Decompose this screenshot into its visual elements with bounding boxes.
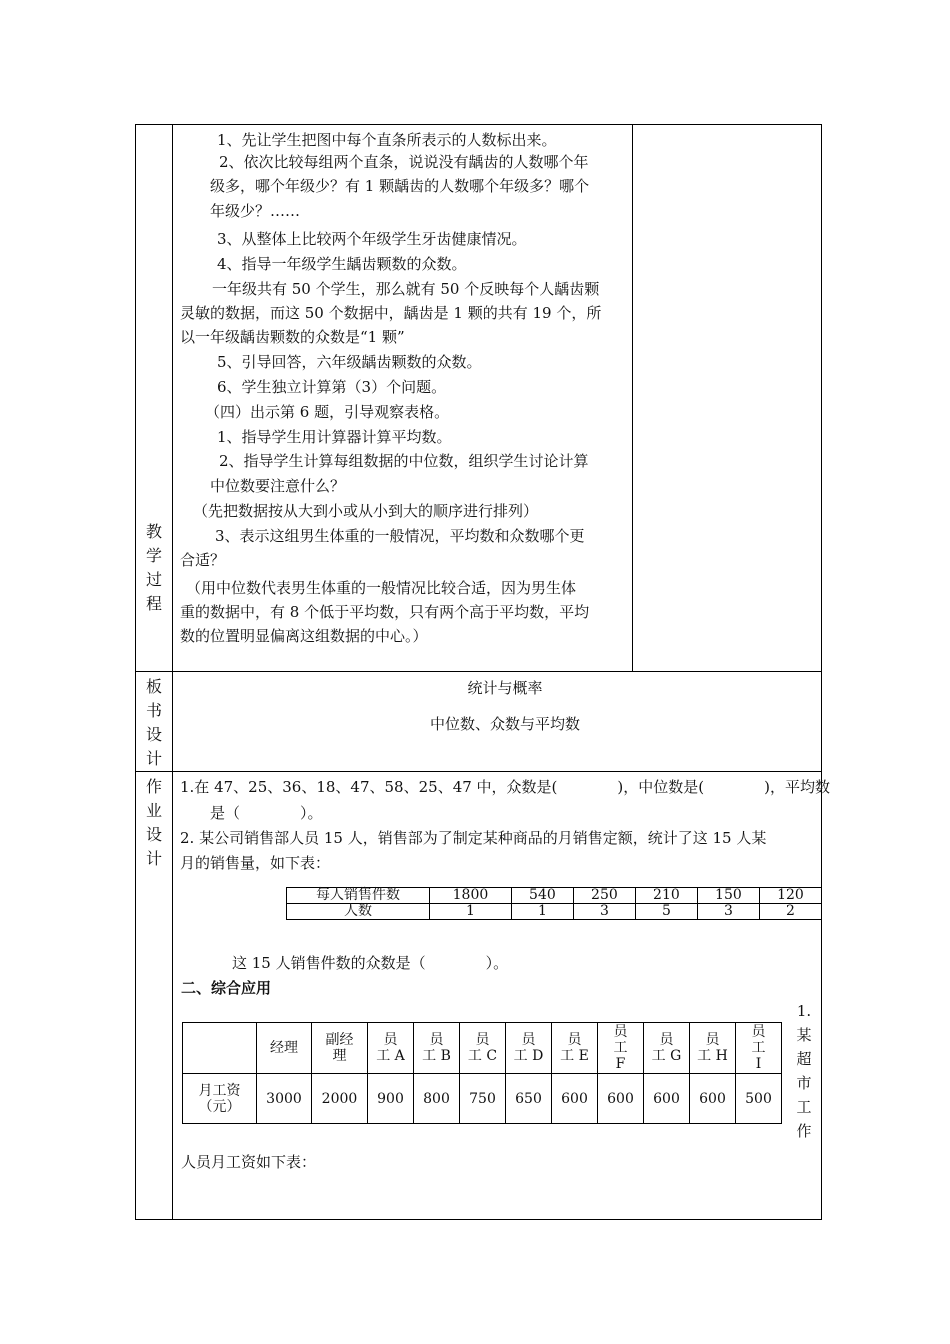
- process-line: 中位数要注意什么？: [210, 477, 346, 495]
- board-subtitle: 中位数、众数与平均数: [429, 715, 580, 733]
- salary-cell: 750: [460, 1074, 506, 1124]
- outer-top-border: [135, 124, 822, 125]
- sales-row2-header: 人数: [287, 904, 430, 920]
- board-title: 统计与概率: [467, 679, 543, 697]
- sales-cell: 3: [573, 904, 635, 920]
- homework-q1-line1: 1.在 47、25、36、18、47、58、25、47 中，众数是( )，中位数是( )，平均数: [180, 778, 830, 796]
- process-line: 5、引导回答，六年级龋齿颗数的众数。: [217, 353, 482, 371]
- section2-title: 二、综合应用: [181, 979, 272, 997]
- process-line: 数的位置明显偏离这组数据的中心。）: [180, 627, 428, 645]
- salary-header-cell: 员 工 F: [598, 1023, 644, 1074]
- outer-bottom-border: [135, 1219, 822, 1220]
- process-line: 2、依次比较每组两个直条，说说没有龋齿的人数哪个年: [219, 153, 589, 171]
- table-row: [287, 904, 822, 920]
- sales-cell: 150: [697, 888, 759, 904]
- process-line: 4、指导一年级学生龋齿颗数的众数。: [217, 255, 467, 273]
- salary-header-cell: 员 工 I: [736, 1023, 782, 1074]
- outer-left-border: [135, 124, 136, 1220]
- salary-cell: 3000: [257, 1074, 312, 1124]
- label-teaching-process: 教 学 过 程: [145, 522, 162, 613]
- salary-header-cell: 员 工 G: [644, 1023, 690, 1074]
- sales-table: [286, 887, 822, 920]
- salary-header-cell: 员 工 C: [460, 1023, 506, 1074]
- salary-cell: 2000: [312, 1074, 368, 1124]
- salary-row-label: 月工资 （元）: [183, 1074, 257, 1124]
- salary-cell: 900: [368, 1074, 414, 1124]
- process-line: 级多，哪个年级少？有 1 颗龋齿的人数哪个年级多？哪个: [210, 177, 590, 195]
- process-line: 1、先让学生把图中每个直条所表示的人数标出来。: [217, 131, 557, 149]
- process-line: 6、学生独立计算第（3）个问题。: [217, 378, 447, 396]
- process-line: 灵敏的数据，而这 50 个数据中，龋齿是 1 颗的共有 19 个，所: [180, 304, 602, 322]
- sales-cell: 540: [511, 888, 573, 904]
- salary-header-cell: 员 工 H: [690, 1023, 736, 1074]
- process-line: 3、表示这组男生体重的一般情况，平均数和众数哪个更: [215, 527, 585, 545]
- table-row: [183, 1023, 782, 1074]
- row-divider-board-homework: [135, 771, 822, 772]
- process-line: 以一年级龋齿颗数的众数是“1 颗”: [180, 328, 405, 346]
- process-line: 合适？: [180, 551, 226, 569]
- sales-cell: 210: [635, 888, 697, 904]
- salary-header-cell: 员 工 A: [368, 1023, 414, 1074]
- process-line: （先把数据按从大到小或从小到大的顺序进行排列）: [193, 502, 539, 520]
- salary-cell: 500: [736, 1074, 782, 1124]
- row-divider-process-board: [135, 671, 822, 672]
- label-homework-design: 作 业 设 计: [145, 777, 162, 868]
- salary-caption: 人员月工资如下表：: [181, 1153, 317, 1171]
- salary-header-cell: 经理: [257, 1023, 312, 1074]
- process-line: 1、指导学生用计算器计算平均数。: [217, 428, 452, 446]
- salary-header-cell: 员 工 B: [414, 1023, 460, 1074]
- sales-cell: 250: [573, 888, 635, 904]
- sales-cell: 1800: [430, 888, 512, 904]
- homework-q2-line1: 2. 某公司销售部人员 15 人，销售部为了制定某种商品的月销售定额，统计了这 15 人某: [180, 829, 767, 847]
- process-line: 年级少？……: [210, 202, 301, 220]
- sales-cell: 5: [635, 904, 697, 920]
- homework-q2-line2: 月的销售量，如下表：: [180, 854, 331, 872]
- process-line: 3、从整体上比较两个年级学生牙齿健康情况。: [217, 230, 527, 248]
- label-board-design: 板 书 设 计: [145, 677, 162, 768]
- homework-q1-line2: 是（ ）。: [210, 804, 323, 822]
- salary-header-cell: 员 工 D: [506, 1023, 552, 1074]
- salary-cell: 650: [506, 1074, 552, 1124]
- sales-cell: 1: [511, 904, 573, 920]
- salary-cell: 600: [644, 1074, 690, 1124]
- salary-cell: 600: [552, 1074, 598, 1124]
- sales-cell: 1: [430, 904, 512, 920]
- sales-cell: 2: [759, 904, 821, 920]
- side-vertical-text: 1. 某 超 市 工 作: [796, 1002, 812, 1140]
- process-right-column-divider: [632, 124, 633, 671]
- salary-header-cell: [183, 1023, 257, 1074]
- sales-cell: 3: [697, 904, 759, 920]
- salary-cell: 600: [598, 1074, 644, 1124]
- sales-row1-header: 每人销售件数: [287, 888, 430, 904]
- homework-q2-answer: 这 15 人销售件数的众数是（ ）。: [232, 954, 509, 972]
- outer-right-border: [821, 124, 822, 1220]
- process-line: （四）出示第 6 题，引导观察表格。: [205, 403, 450, 421]
- label-column-divider: [172, 124, 173, 1220]
- salary-header-cell: 员 工 E: [552, 1023, 598, 1074]
- salary-cell: 800: [414, 1074, 460, 1124]
- salary-header-cell: 副经 理: [312, 1023, 368, 1074]
- process-line: 一年级共有 50 个学生，那么就有 50 个反映每个人龋齿颗: [212, 280, 600, 298]
- process-line: 重的数据中，有 8 个低于平均数，只有两个高于平均数，平均: [180, 603, 590, 621]
- process-line: 2、指导学生计算每组数据的中位数，组织学生讨论计算: [219, 452, 589, 470]
- sales-cell: 120: [759, 888, 821, 904]
- table-row: [287, 888, 822, 904]
- salary-cell: 600: [690, 1074, 736, 1124]
- salary-table: [182, 1022, 782, 1124]
- table-row: [183, 1074, 782, 1124]
- process-line: （用中位数代表男生体重的一般情况比较合适，因为男生体: [186, 579, 577, 597]
